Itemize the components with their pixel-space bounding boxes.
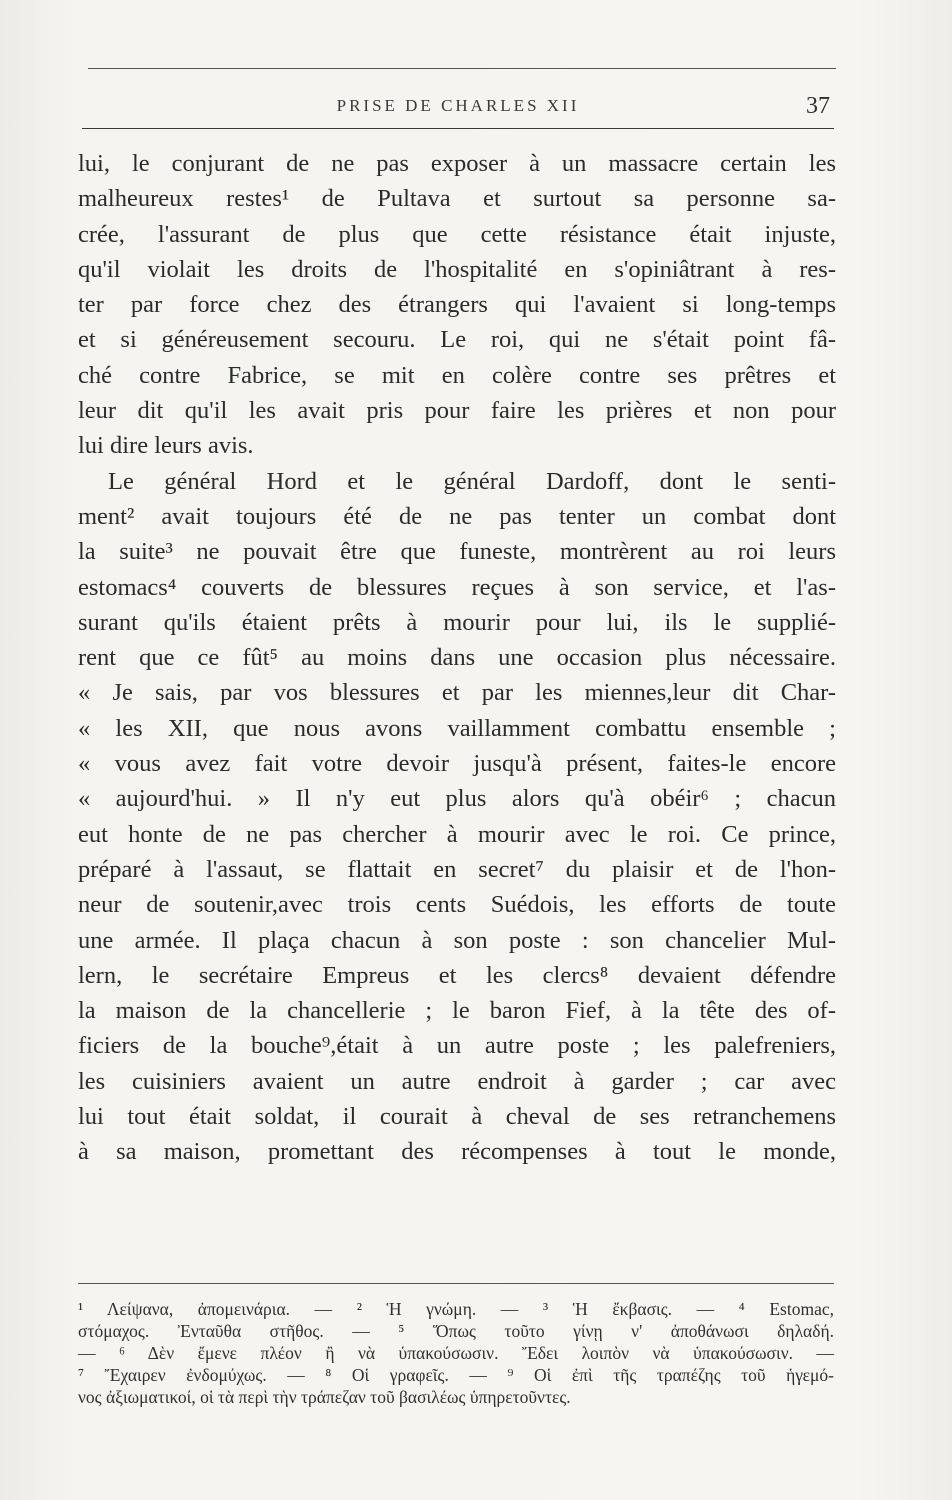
text-line: eut honte de ne pas chercher à mourir avec le roi. Ce prince, (78, 820, 836, 848)
text-line: crée, l'assurant de plus que cette résistance était injuste, (78, 220, 836, 248)
text-line: surant qu'ils étaient prêts à mourir pour lui, ils le supplié- (78, 608, 836, 636)
footnote-line: νος ἀξιωματικοί, οἱ τὰ περὶ τὴν τράπεζαν τοῦ βασιλέως ὑπηρετοῦντες. (78, 1387, 571, 1407)
text-line: une armée. Il plaça chacun à son poste : son chancelier Mul- (78, 926, 836, 954)
text-line: et si généreusement secouru. Le roi, qui ne s'était point fâ- (78, 326, 836, 354)
page-number: 37 (806, 93, 830, 119)
header-rule (82, 128, 834, 129)
text-line: estomacs⁴ couverts de blessures reçues à son service, et l'as- (78, 573, 836, 601)
text-line: neur de soutenir,avec trois cents Suédois, les efforts de toute (78, 891, 836, 919)
text-line: rent que ce fût⁵ au moins dans une occasion plus nécessaire. (78, 644, 836, 672)
page-header (82, 93, 834, 123)
text-line: leur dit qu'il les avait pris pour faire les prières et non pour (78, 397, 836, 425)
text-line: « vous avez fait votre devoir jusqu'à présent, faites-le encore (78, 750, 836, 778)
text-line: « Je sais, par vos blessures et par les miennes,leur dit Char- (78, 679, 836, 707)
text-line: préparé à l'assaut, se flattait en secret⁷ du plaisir et de l'hon- (78, 855, 836, 883)
footnote-rule (78, 1283, 834, 1284)
text-line: malheureux restes¹ de Pultava et surtout sa personne sa- (78, 185, 836, 213)
text-line: qu'il violait les droits de l'hospitalité en s'opiniâtrant à res- (78, 255, 836, 283)
paragraph-end-line: lui dire leurs avis. (78, 432, 254, 460)
text-line: lui, le conjurant de ne pas exposer à un massacre certain les (78, 150, 836, 177)
footnote-line: στόμαχος. Ἐνταῦθα στῆθος. — ⁵ Ὅπως τοῦτο γίνῃ ν' ἀποθάνωσι δηλαδή. (78, 1321, 834, 1341)
text-line: la suite³ ne pouvait être que funeste, montrèrent au roi leurs (78, 538, 836, 566)
text-line: lui tout était soldat, il courait à cheval de ses retranchemens (78, 1103, 836, 1131)
footnotes (78, 1298, 834, 1408)
footnote-line: — ⁶ Δὲν ἔμενε πλέον ἢ νὰ ὑπακούσωσιν. Ἔδει λοιπὸν νὰ ὑπακούσωσιν. — (78, 1343, 834, 1363)
text-line: ficiers de la bouche⁹,était à un autre poste ; les palefreniers, (78, 1032, 836, 1060)
text-line: lern, le secrétaire Empreus et les clercs⁸ devaient défendre (78, 961, 836, 989)
text-line: ché contre Fabrice, se mit en colère contre ses prêtres et (78, 361, 836, 389)
text-line: « aujourd'hui. » Il n'y eut plus alors qu'à obéir⁶ ; chacun (78, 785, 836, 813)
text-line: la maison de la chancellerie ; le baron Fief, à la tête des of- (78, 997, 836, 1025)
footnote-line: ⁷ Ἔχαιρεν ἐνδομύχως. — ⁸ Οἱ γραφεῖς. — ⁹ Οἱ ἐπὶ τῆς τραπέζης τοῦ ἡγεμό- (78, 1365, 834, 1385)
text-line: ment² avait toujours été de ne pas tenter un combat dont (78, 502, 836, 530)
body-text (78, 146, 836, 1170)
running-title: PRISE DE CHARLES XII (336, 96, 580, 115)
text-line: les cuisiniers avaient un autre endroit à garder ; car avec (78, 1067, 836, 1095)
paragraph-start-line: Le général Hord et le général Dardoff, dont le senti- (108, 467, 836, 495)
header-top-rule (88, 68, 836, 69)
footnote-line: ¹ Λείψανα, ἀπομεινάρια. — ² Ἡ γνώμη. — ³ Ἡ ἔκβασις. — ⁴ Estomac, (78, 1299, 834, 1319)
text-line: à sa maison, promettant des récompenses à tout le monde, (78, 1138, 836, 1166)
text-line: « les XII, que nous avons vaillamment combattu ensemble ; (78, 714, 836, 742)
text-line: ter par force chez des étrangers qui l'avaient si long-temps (78, 291, 836, 319)
